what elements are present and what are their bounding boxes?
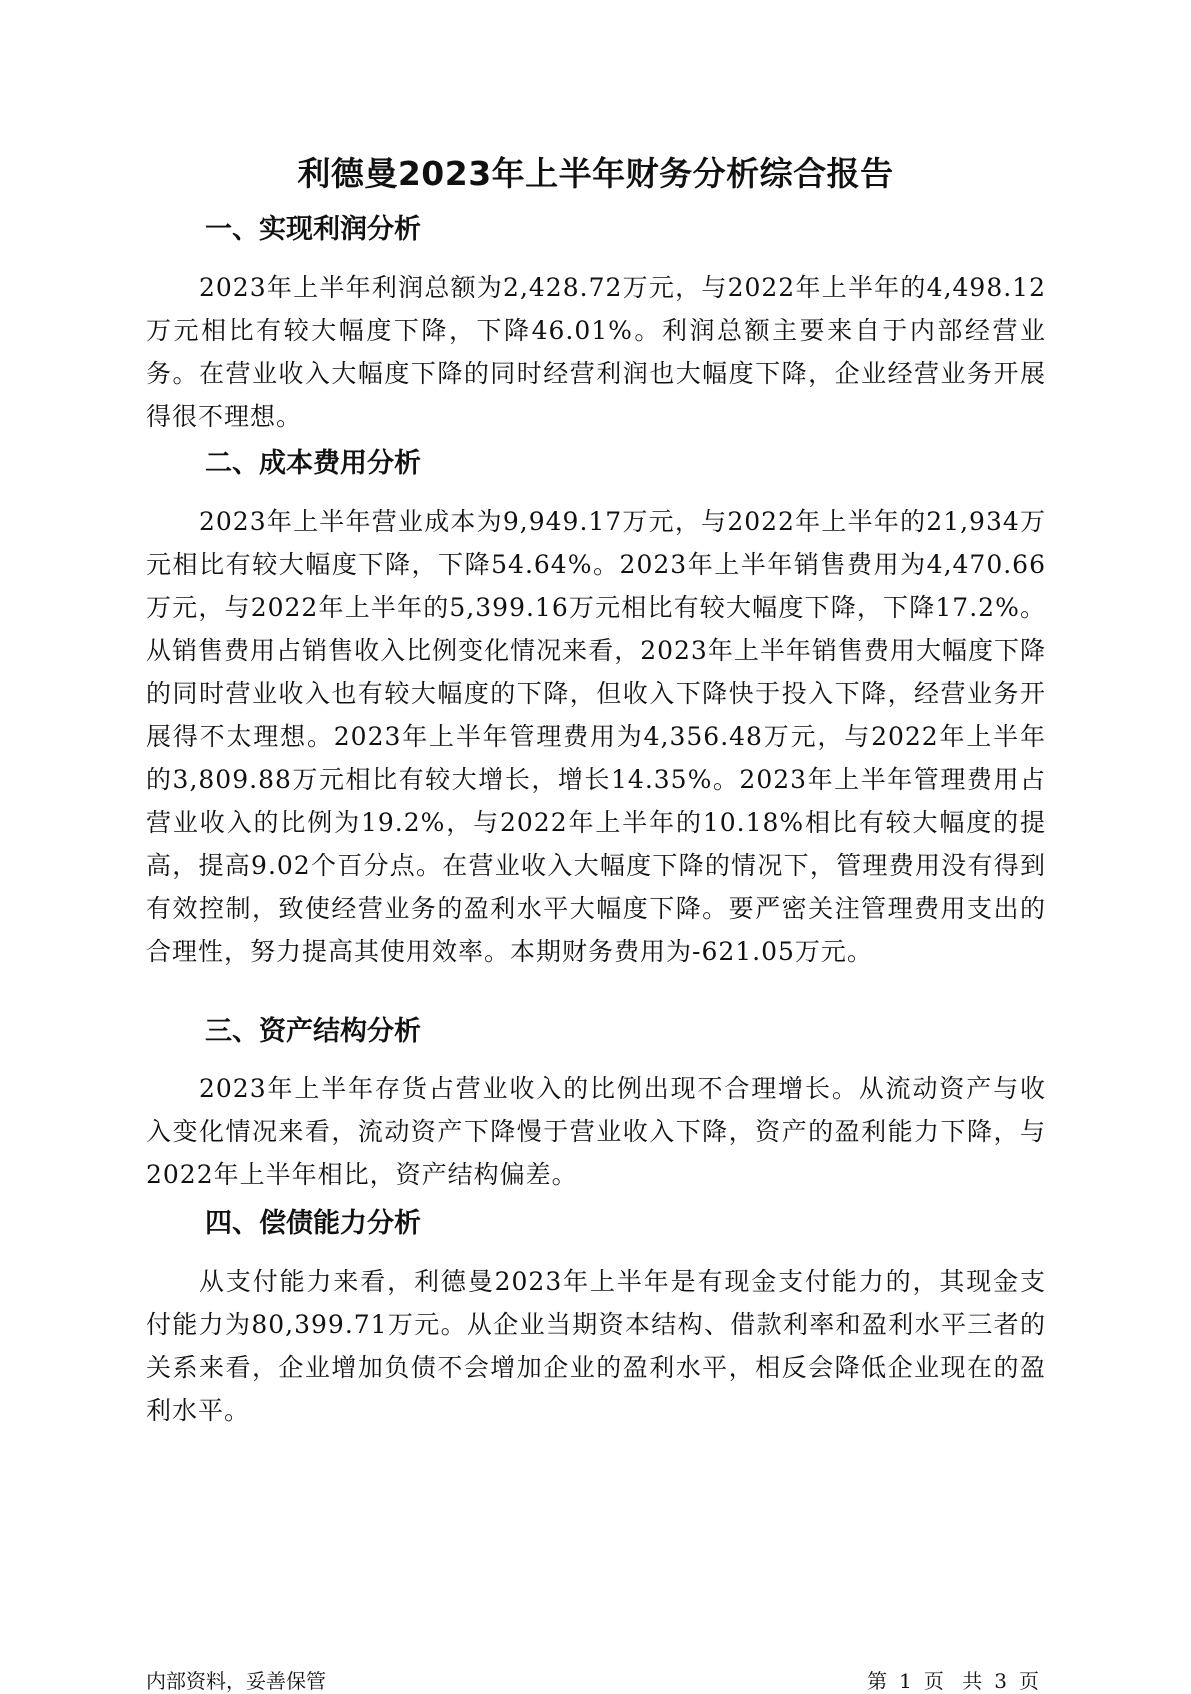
section-paragraph-cost: 2023年上半年营业成本为9,949.17万元，与2022年上半年的21,934万元相比有较大幅度下降，下降54.64%。2023年上半年销售费用为4,470.66万元，与2022年上半年的5,399.16万元相比有较大幅度下降，下降17.2%。从销售费用占销售收入比例变化情况来看，2023年上半年销售费用大幅度下降的同时营业收入也有较大幅度的下降，但收入下降快于投入下降，经营业务开展得不太理想。2023年上半年管理费用为4,356.48万元，与2022年上半年的3,809.88万元相比有较大增长，增长14.35%。2023年上半年管理费用占营业收入的比例为19.2%，与2022年上半年的10.18%相比有较大幅度的提高，提高9.02个百分点。在营业收入大幅度下降的情况下，管理费用没有得到有效控制，致使经营业务的盈利水平大幅度下降。要严密关注管理费用支出的合理性，努力提高其使用效率。本期财务费用为-621.05万元。 <box>146 507 1046 966</box>
section-paragraph-solvency: 从支付能力来看，利德曼2023年上半年是有现金支付能力的，其现金支付能力为80,399.71万元。从企业当期资本结构、借款利率和盈利水平三者的关系来看，企业增加负债不会增加企业的盈利水平，相反会降低企业现在的盈利水平。 <box>146 1267 1046 1425</box>
page-unit: 页 <box>923 1669 944 1693</box>
total-pages: 3 <box>994 1669 1007 1693</box>
section-paragraph-assets: 2023年上半年存货占营业收入的比例出现不合理增长。从流动资产与收入变化情况来看，流动资产下降慢于营业收入下降，资产的盈利能力下降，与2022年上半年相比，资产结构偏差。 <box>146 1074 1046 1189</box>
footer-confidential-note: 内部资料，妥善保管 <box>146 1669 326 1693</box>
section-paragraph-profit: 2023年上半年利润总额为2,428.72万元，与2022年上半年的4,498.12万元相比有较大幅度下降，下降46.01%。利润总额主要来自于内部经营业务。在营业收入大幅度下降的同时经营利润也大幅度下降，企业经营业务开展得很不理想。 <box>146 273 1046 431</box>
page-prefix: 第 <box>867 1669 888 1693</box>
current-page: 1 <box>899 1669 912 1693</box>
section-heading-assets: 三、资产结构分析 <box>205 1016 421 1047</box>
total-unit: 页 <box>1019 1669 1039 1693</box>
total-prefix: 共 <box>962 1669 983 1693</box>
section-heading-profit: 一、实现利润分析 <box>205 214 421 245</box>
section-heading-solvency: 四、偿债能力分析 <box>205 1208 421 1239</box>
report-title: 利德曼2023年上半年财务分析综合报告 <box>297 154 894 193</box>
footer-page-number <box>861 1668 1045 1694</box>
section-heading-cost: 二、成本费用分析 <box>205 448 421 479</box>
